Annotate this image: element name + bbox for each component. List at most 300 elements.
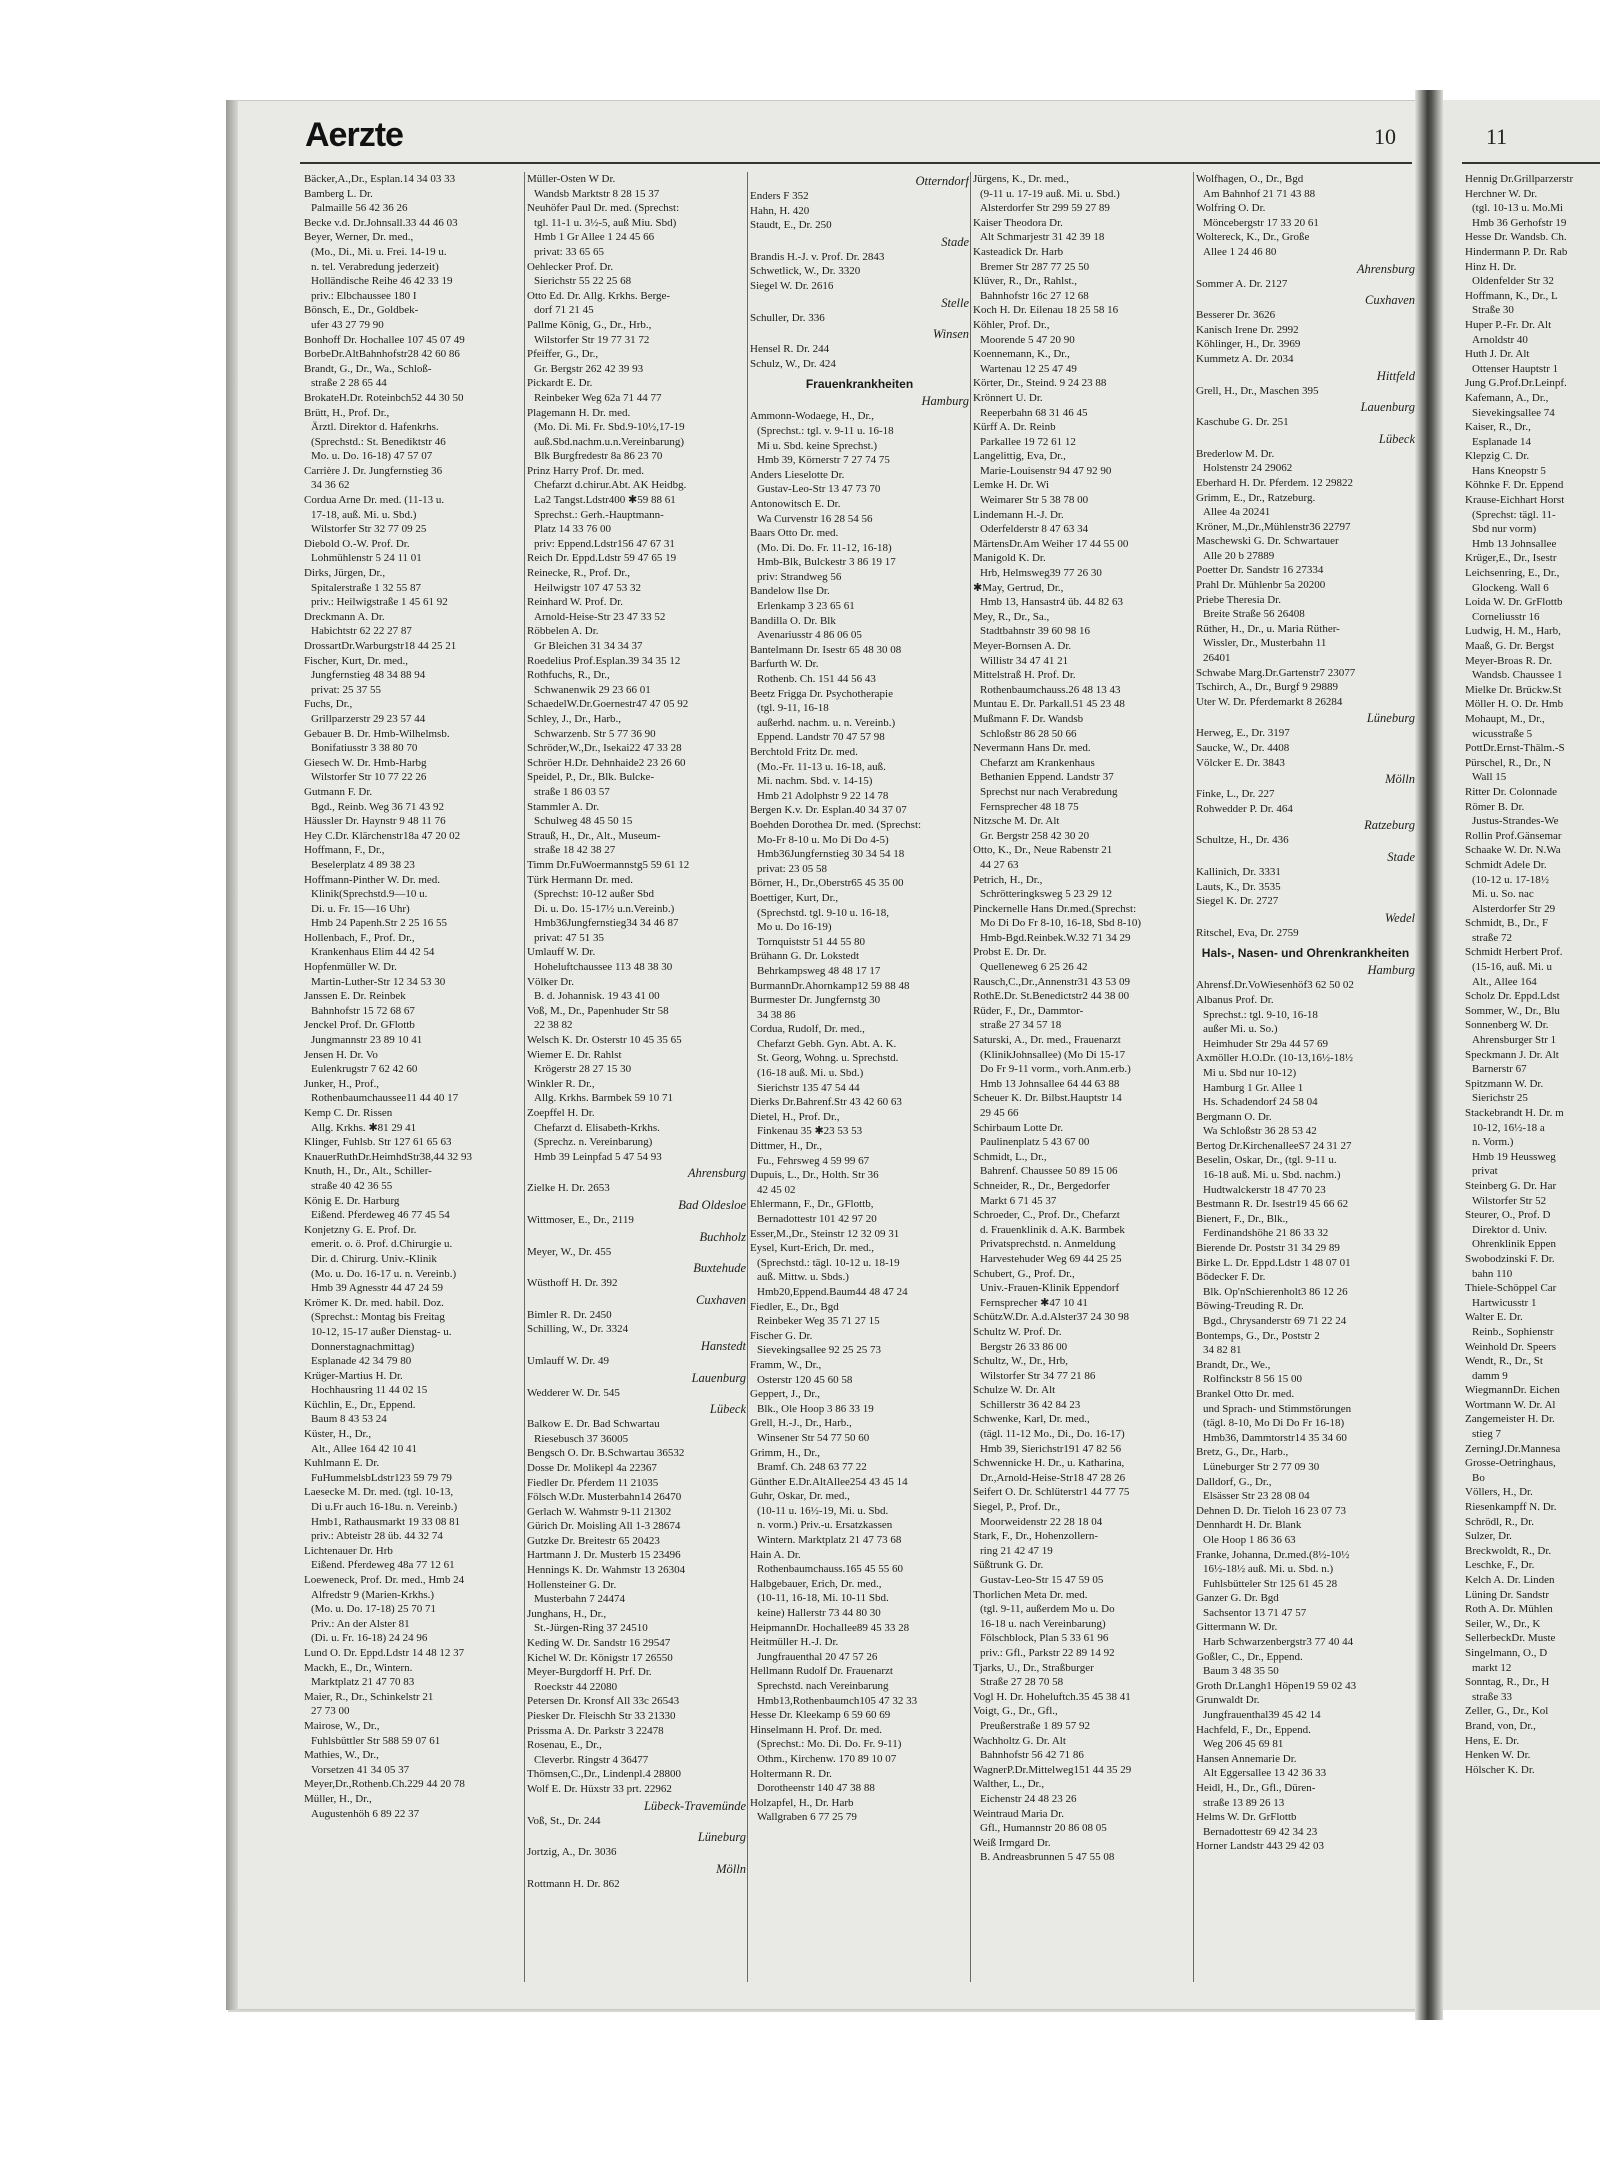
entry-line: Meyer-Burgdorff H. Prf. Dr. (527, 1666, 652, 1679)
directory-entry (1196, 1299, 1415, 1328)
directory-entry (750, 1300, 969, 1329)
entry-line: (Sprechst.: Mo. Di. Do. Fr. 9-11) (757, 1738, 902, 1751)
entry-line: Siegel K. Dr. 2727 (1196, 895, 1279, 908)
directory-entry (304, 362, 523, 391)
entry-line: Kafemann, A., Dr., (1465, 391, 1549, 404)
entry-line: Thömsen,C.,Dr., Lindenpl.4 28800 (527, 1768, 681, 1781)
entry-line: Keding W. Dr. Sandstr 16 29547 (527, 1637, 671, 1650)
directory-entry (527, 1354, 746, 1369)
entry-line: Völker Dr. (527, 975, 575, 988)
entry-line: Harvestehuder Weg 69 44 25 25 (980, 1252, 1122, 1265)
city-heading: Winsen (932, 327, 969, 342)
directory-entry (304, 610, 523, 639)
entry-line: Meyer-Bornsen A. Dr. (973, 640, 1072, 652)
directory-entry (1465, 449, 1600, 478)
directory-entry (1465, 712, 1600, 741)
entry-line: Muntau E. Dr. Parkall.51 45 23 48 (973, 698, 1125, 711)
entry-line: Roeckstr 44 22080 (534, 1680, 618, 1693)
entry-line: Hinz H. Dr. (1465, 260, 1517, 273)
entry-line: Allee 4a 20241 (1203, 506, 1271, 519)
entry-line: Börner, H., Dr.,Oberstr65 45 35 00 (750, 877, 904, 890)
entry-line: Oldenfelder Str 32 (1472, 275, 1554, 288)
city-heading: Hanstedt (700, 1338, 746, 1353)
entry-line: Krögerstr 28 27 15 30 (534, 1063, 632, 1076)
entry-line: Cordua Arne Dr. med. (11-13 u. (304, 494, 445, 507)
directory-entry (750, 657, 969, 686)
directory-entry (973, 1150, 1192, 1179)
entry-line: Nitzsche M. Dr. Alt (973, 815, 1060, 828)
directory-entry (1465, 785, 1600, 800)
entry-line: Schulweg 48 45 50 15 (534, 815, 633, 828)
directory-entry (1196, 1256, 1415, 1271)
entry-line: Gutzke Dr. Breitestr 65 20423 (527, 1534, 660, 1547)
directory-column-5 (1196, 172, 1415, 1982)
directory-entry (1465, 289, 1600, 318)
entry-line: Dosse Dr. Molikepl 4a 22367 (527, 1461, 657, 1474)
entry-line: Hartwicusstr 1 (1472, 1296, 1537, 1309)
entry-line: Sprechst.: tgl. 9-10, 16-18 (1203, 1008, 1318, 1021)
directory-entry (527, 1534, 746, 1549)
directory-entry (304, 1485, 523, 1543)
entry-line: Antonowitsch E. Dr. (750, 497, 841, 510)
entry-line: Mo u. Do 16-19) (757, 921, 832, 934)
entry-line: Wilstorfer Str 10 77 22 26 (311, 771, 427, 784)
entry-line: Sprechst.: Gerh.-Hauptmann- (534, 508, 664, 521)
entry-line: und Sprach- und Stimmstörungen (1203, 1402, 1352, 1415)
entry-line: Arnoldstr 40 (1472, 333, 1528, 346)
entry-line: St.-Jürgen-Ring 37 24510 (534, 1622, 648, 1635)
directory-entry (973, 1208, 1192, 1266)
entry-line: Hrb, Helmsweg39 77 26 30 (980, 567, 1102, 580)
entry-line: Albanus Prof. Dr. (1196, 993, 1274, 1006)
directory-entry (750, 1723, 969, 1767)
entry-line: Schley, J., Dr., Harb., (527, 712, 621, 725)
directory-entry (527, 1709, 746, 1724)
entry-line: Otto Ed. Dr. Allg. Krkhs. Berge- (527, 289, 671, 302)
directory-entry (750, 979, 969, 994)
city-heading: Ratzeburg (1364, 818, 1415, 833)
city-heading: Ahrensburg (687, 1166, 746, 1181)
entry-line: Stadtbahnstr 39 60 98 16 (980, 625, 1090, 638)
entry-line: Weiß Irmgard Dr. (973, 1836, 1051, 1849)
directory-entry (1196, 491, 1415, 520)
entry-line: (Di. u. Fr. 16-18) 24 24 96 (311, 1632, 428, 1645)
city-heading: Stelle (941, 295, 969, 310)
directory-entry (973, 697, 1192, 712)
entry-line: Ritter Dr. Colonnade (1465, 785, 1557, 798)
entry-line: Hmb1, Rathausmarkt 19 33 08 81 (311, 1515, 461, 1528)
entry-line: markt 12 (1472, 1661, 1512, 1674)
entry-line: Günther E.Dr.AltAllee254 43 45 14 (750, 1475, 908, 1488)
entry-line: Zangemeister H. Dr. (1465, 1413, 1555, 1426)
entry-line: HeipmannDr. Hochallee89 45 33 28 (750, 1621, 910, 1634)
entry-line: Sprechstd. nach Vereinbarung (757, 1680, 889, 1692)
directory-entry (1196, 1504, 1415, 1519)
entry-line: Kaiser, R., Dr., (1465, 421, 1531, 434)
entry-line: Bödecker F. Dr. (1196, 1271, 1266, 1284)
directory-entry (527, 347, 746, 376)
entry-line: Sierichstr 25 (1472, 1092, 1528, 1105)
entry-line: Gittermann W. Dr. (1196, 1621, 1278, 1634)
entry-line: Grimm, E., Dr., Ratzeburg. (1196, 491, 1316, 504)
directory-entry (750, 803, 969, 818)
directory-entry (304, 727, 523, 756)
column-divider (747, 172, 748, 1982)
entry-line: n. Vorm.) (1472, 1136, 1514, 1149)
entry-line: Vorsetzen 41 34 05 37 (311, 1763, 410, 1776)
directory-entry (1196, 520, 1415, 535)
directory-entry (527, 1519, 746, 1534)
entry-line: Reinecke, R., Prof. Dr., (527, 567, 630, 580)
entry-line: Harb Schwarzenbergstr3 77 40 44 (1203, 1636, 1354, 1649)
directory-entry (1465, 1456, 1600, 1485)
city-heading: Hittfeld (1376, 368, 1415, 383)
entry-line: Fiedler, E., Dr., Bgd (750, 1300, 839, 1313)
entry-line: (10-11, 16-18, Mi. 10-11 Sbd. (757, 1592, 889, 1605)
entry-line: Voß, M., Dr., Papenhuder Str 58 (527, 1004, 669, 1017)
directory-entry (973, 508, 1192, 537)
entry-line: Markt 6 71 45 37 (980, 1194, 1057, 1207)
entry-line: Wall 15 (1472, 771, 1507, 784)
city-heading: Mölln (716, 1861, 746, 1876)
directory-entry (527, 464, 746, 552)
entry-line: Eulenkrugstr 7 62 42 60 (311, 1063, 418, 1076)
entry-line: Othm., Kirchenw. 170 89 10 07 (757, 1752, 897, 1765)
directory-entry (750, 1241, 969, 1299)
directory-entry (973, 712, 1192, 741)
directory-entry (1465, 683, 1600, 698)
directory-entry (973, 449, 1192, 478)
entry-line: Reinbeker Weg 35 71 27 15 (757, 1315, 880, 1328)
entry-line: Meyer-Broas R. Dr. (1465, 654, 1553, 667)
entry-line: Kürff A. Dr. Reinb (973, 421, 1056, 434)
entry-line: Winkler R. Dr., (527, 1077, 595, 1090)
entry-line: Chefarzt d.chirur.Abt. AK Heidbg. (534, 479, 687, 492)
entry-line: Rolfinckstr 8 56 15 00 (1203, 1373, 1302, 1386)
directory-entry (527, 624, 746, 653)
entry-line: Gustav-Leo-Str 13 47 73 70 (757, 483, 881, 496)
directory-entry (973, 1704, 1192, 1733)
column-divider (970, 172, 971, 1982)
entry-line: Corneliusstr 16 (1472, 610, 1540, 623)
entry-line: Hain A. Dr. (750, 1548, 801, 1561)
directory-entry (750, 1489, 969, 1547)
directory-entry (750, 218, 969, 233)
entry-line: Priv.: An der Alster 81 (311, 1617, 410, 1630)
entry-line: Cleverbr. Ringstr 4 36477 (534, 1753, 649, 1766)
entry-line: Augustenhöh 6 89 22 37 (311, 1807, 420, 1820)
entry-line: Moorende 5 47 20 90 (980, 333, 1075, 346)
entry-line: Mittelstraß H. Prof. Dr. (973, 669, 1076, 682)
entry-line: Bahnhofstr 15 72 68 67 (311, 1004, 415, 1017)
entry-line: Bönsch, E., Dr., Goldbek- (304, 304, 419, 317)
entry-line: Berchtold Fritz Dr. med. (750, 746, 858, 758)
entry-line: Krüger-Martius H. Dr. (304, 1369, 403, 1382)
directory-entry (304, 347, 523, 362)
next-page-number: 11 (1486, 124, 1508, 149)
entry-line: Rothfuchs, R., Dr., (527, 669, 610, 682)
entry-line: Sommer A. Dr. 2127 (1196, 277, 1288, 290)
directory-entry (973, 741, 1192, 814)
entry-line: Bantelmann Dr. Isestr 65 48 30 08 (750, 643, 902, 656)
entry-line: (Sprechz. n. Vereinbarung) (534, 1136, 653, 1149)
entry-line: Balkow E. Dr. Bad Schwartau (527, 1418, 660, 1431)
entry-line: Umlauff W. Dr. 49 (527, 1354, 609, 1367)
directory-entry (304, 1748, 523, 1777)
entry-line: Schulze W. Dr. Alt (973, 1384, 1056, 1397)
entry-line: Rothenbaumchauss.26 48 13 43 (980, 683, 1121, 696)
directory-entry (527, 1845, 746, 1860)
book-gutter (1415, 90, 1443, 2020)
entry-line: Körter, Dr., Steind. 9 24 23 88 (973, 377, 1107, 390)
directory-entry (973, 245, 1192, 274)
entry-line: Römer B. Dr. (1465, 800, 1525, 813)
entry-line: Leschke, F., Dr. (1465, 1559, 1535, 1572)
entry-line: Koch H. Dr. Eilenau 18 25 58 16 (973, 304, 1119, 317)
entry-line: Wiemer E. Dr. Rahlst (527, 1048, 622, 1061)
entry-line: Baars Otto Dr. med. (750, 527, 839, 540)
entry-line: Blk., Ole Hoop 3 86 33 19 (757, 1402, 874, 1415)
directory-entry (973, 1354, 1192, 1383)
directory-entry (973, 639, 1192, 668)
entry-line: Wa Curvenstr 16 28 54 56 (757, 512, 873, 525)
entry-line: Ottenser Hauptstr 1 (1472, 362, 1559, 375)
directory-entry (1196, 1387, 1415, 1445)
entry-line: Gfl., Humannstr 20 86 08 05 (980, 1822, 1107, 1835)
entry-line: Holtermann R. Dr. (750, 1767, 832, 1780)
entry-line: Schmidt, L., Dr., (973, 1150, 1047, 1163)
directory-entry (1465, 1734, 1600, 1749)
directory-entry (527, 551, 746, 566)
entry-line: Musterbahn 7 24474 (534, 1593, 626, 1606)
entry-line: Seifert O. Dr. Schlüterstr1 44 77 75 (973, 1486, 1130, 1499)
directory-entry (1465, 347, 1600, 376)
entry-line: Nevermann Hans Dr. med. (973, 742, 1091, 755)
directory-entry (973, 420, 1192, 449)
entry-line: Huper P.-Fr. Dr. Alt (1465, 318, 1552, 331)
entry-line: Barfurth W. Dr. (750, 658, 819, 671)
directory-entry (1465, 187, 1600, 231)
directory-column-next-page (1465, 172, 1600, 1982)
entry-line: Wissler, Dr., Musterbahn 11 (1203, 637, 1327, 650)
directory-entry (1465, 1573, 1600, 1588)
entry-line: Sprechst nur nach Verabredung (980, 785, 1118, 798)
directory-entry (973, 1004, 1192, 1033)
entry-line: Türk Hermann Dr. med. (527, 873, 633, 886)
directory-entry (1465, 1442, 1600, 1457)
entry-line: Hellmann Rudolf Dr. Frauenarzt (750, 1665, 893, 1678)
directory-entry (1465, 916, 1600, 945)
entry-line: Speckmann J. Dr. Alt (1465, 1048, 1559, 1061)
directory-entry (750, 1548, 969, 1577)
entry-line: Reinhard W. Prof. Dr. (527, 596, 623, 609)
directory-entry (527, 1814, 746, 1829)
entry-line: Framm, W., Dr., (750, 1358, 822, 1371)
entry-line: Schwennicke H. Dr., u. Katharina, (973, 1457, 1125, 1470)
entry-line: Bremer Str 287 77 25 50 (980, 260, 1090, 273)
directory-entry (750, 584, 969, 613)
entry-line: Ganzer G. Dr. Bgd (1196, 1592, 1279, 1605)
directory-entry (1196, 1197, 1415, 1212)
entry-line: Kaiser Theodora Dr. (973, 216, 1063, 229)
directory-entry (304, 989, 523, 1018)
entry-line: Chefarzt d. Elisabeth-Krkhs. (534, 1121, 660, 1134)
entry-line: Priebe Theresia Dr. (1196, 593, 1282, 606)
entry-line: Krönnert U. Dr. (973, 391, 1043, 404)
directory-entry (1465, 1004, 1600, 1019)
entry-line: Diebold O.-W. Prof. Dr. (304, 537, 410, 550)
entry-line: Guhr, Oskar, Dr. med., (750, 1490, 850, 1503)
directory-entry (527, 1476, 746, 1491)
entry-line: Alsterdorfer Str 29 (1472, 902, 1556, 915)
entry-line: Lauts, K., Dr. 3535 (1196, 880, 1281, 893)
entry-line: Hollensteiner G. Dr. (527, 1578, 617, 1591)
entry-line: 29 45 66 (980, 1107, 1019, 1119)
entry-line: Behrkampsweg 48 48 17 17 (757, 964, 881, 977)
entry-line: Franke, Johanna, Dr.med.(8½-10½ (1196, 1548, 1350, 1561)
directory-entry (527, 1446, 746, 1461)
entry-line: Chefarzt am Krankenhaus (980, 756, 1095, 769)
directory-entry (973, 668, 1192, 697)
directory-entry (1196, 1475, 1415, 1504)
directory-entry (1465, 1281, 1600, 1310)
directory-entry (750, 745, 969, 803)
directory-entry (1465, 858, 1600, 916)
directory-entry (750, 818, 969, 876)
entry-line: Sierichstr 135 47 54 44 (757, 1081, 860, 1094)
entry-line: Krüger,E., Dr., Isestr (1465, 552, 1557, 565)
directory-entry (1196, 1329, 1415, 1358)
column-divider (524, 172, 525, 1982)
entry-line: Siegel W. Dr. 2616 (750, 279, 834, 292)
entry-line: Schwenke, Karl, Dr. med., (973, 1413, 1090, 1426)
entry-line: Barnerstr 67 (1472, 1063, 1527, 1076)
directory-entry (973, 1588, 1192, 1661)
entry-line: Piesker Dr. Fleischh Str 33 21330 (527, 1710, 676, 1722)
directory-entry (973, 989, 1192, 1004)
directory-entry (1196, 172, 1415, 201)
directory-entry (1196, 978, 1415, 993)
entry-line: Hölscher K. Dr. (1465, 1763, 1535, 1776)
entry-line: Bergen K.v. Dr. Esplan.40 34 37 07 (750, 804, 907, 817)
entry-line: Krömer K. Dr. med. habil. Doz. (304, 1296, 444, 1309)
directory-entry (1196, 1693, 1415, 1722)
entry-line: Swobodzinski F. Dr. (1465, 1252, 1555, 1265)
directory-entry (527, 1417, 746, 1446)
entry-line: Walter E. Dr. (1465, 1311, 1523, 1324)
entry-line: Zielke H. Dr. 2653 (527, 1182, 610, 1195)
entry-line: Müller-Osten W Dr. (527, 173, 616, 185)
entry-line: Petrich, H., Dr., (973, 873, 1043, 886)
entry-line: Lohmühlenstr 5 24 11 01 (311, 552, 422, 565)
entry-line: Schröder,W.,Dr., Isekai22 47 33 28 (527, 742, 682, 755)
entry-line: Schillerstr 36 42 84 23 (980, 1398, 1081, 1411)
directory-entry (1465, 1383, 1600, 1398)
directory-entry (1196, 1650, 1415, 1679)
entry-line: Privatsprechstd. n. Anmeldung (980, 1238, 1116, 1251)
entry-line: Rausch,C.,Dr.,Annenstr31 43 53 09 (973, 975, 1131, 988)
directory-entry (1196, 1139, 1415, 1154)
directory-entry (973, 1033, 1192, 1091)
entry-line: Habichtstr 62 22 27 87 (311, 625, 412, 638)
entry-line: Hamburg 1 Gr. Allee 1 (1203, 1081, 1304, 1094)
directory-entry (1465, 1048, 1600, 1077)
directory-entry (1196, 277, 1415, 292)
entry-line: (Sprechst: tägl. 11- (1472, 508, 1556, 521)
entry-line: RothE.Dr. St.Benedictstr2 44 38 00 (973, 990, 1130, 1003)
entry-line: Oderfelderstr 8 47 63 34 (980, 523, 1089, 536)
entry-line: Straße 30 (1472, 304, 1514, 317)
entry-line: Klinger, Fuhlsb. Str 127 61 65 63 (304, 1136, 452, 1149)
entry-line: Jenckel Prof. Dr. GFlottb (304, 1019, 415, 1032)
directory-entry (1196, 1051, 1415, 1109)
directory-entry (973, 610, 1192, 639)
entry-line: Roedelius Prof.Esplan.39 34 35 12 (527, 654, 681, 667)
entry-line: Müller, H., Dr., (304, 1792, 372, 1805)
directory-entry (304, 1456, 523, 1485)
entry-line: Jortzig, A., Dr. 3036 (527, 1846, 617, 1859)
directory-entry (973, 1807, 1192, 1836)
entry-line: Fischer, Kurt, Dr. med., (304, 654, 409, 667)
directory-entry (1196, 1723, 1415, 1752)
directory-entry (1196, 726, 1415, 741)
entry-line: Mairose, W., Dr., (304, 1719, 380, 1732)
entry-line: Wandsb. Chaussee 1 (1472, 669, 1563, 682)
directory-entry (1196, 1241, 1415, 1256)
entry-line: Finkenau 35 ✱23 53 53 (757, 1125, 863, 1138)
entry-line: Fuchs, Dr., (304, 698, 353, 711)
directory-entry (304, 333, 523, 348)
entry-line: Alfredstr 9 (Marien-Krkhs.) (311, 1588, 435, 1601)
directory-entry (1465, 1704, 1600, 1719)
entry-line: Bergmann O. Dr. (1196, 1110, 1272, 1123)
entry-line: Poetter Dr. Sandstr 16 27334 (1196, 564, 1324, 577)
directory-entry (1196, 230, 1415, 259)
city-heading: Stade (1387, 849, 1415, 864)
directory-entry (1465, 391, 1600, 420)
entry-line: Wallgraben 6 77 25 79 (757, 1811, 857, 1824)
directory-entry (750, 250, 969, 265)
entry-line: Gürich Dr. Moisling All 1-3 28674 (527, 1520, 681, 1533)
entry-line: Enders F 352 (750, 190, 809, 202)
entry-line: Wolfhagen, O., Dr., Bgd (1196, 173, 1304, 185)
city-heading: Wedel (1384, 910, 1415, 925)
entry-line: Küster, H., Dr., (304, 1428, 372, 1441)
directory-entry (750, 1227, 969, 1242)
entry-line: Wolfring O. Dr. (1196, 202, 1266, 215)
directory-entry (1196, 384, 1415, 399)
entry-line: privat (1472, 1165, 1498, 1178)
entry-line: Sonntag, R., Dr., H (1465, 1676, 1550, 1689)
directory-entry (527, 1386, 746, 1401)
entry-line: priv.: Abteistr 28 üb. 44 32 74 (311, 1530, 443, 1543)
directory-entry (973, 902, 1192, 946)
directory-entry (1196, 894, 1415, 909)
entry-line: Fuhlsbütteler Str 125 61 45 28 (1203, 1577, 1338, 1590)
entry-line: Fuhlsbüttler Str 588 59 07 61 (311, 1734, 441, 1747)
directory-entry (304, 172, 523, 187)
directory-entry (527, 1004, 746, 1033)
entry-line: 34 38 86 (757, 1008, 796, 1021)
entry-line: Schubert, G., Prof. Dr., (973, 1267, 1075, 1280)
entry-line: Glockeng. Wall 6 (1472, 581, 1549, 594)
entry-line: Küchlin, E., Dr., Eppend. (304, 1398, 416, 1411)
entry-line: Blk. Op'nSchierenholt3 86 12 26 (1203, 1285, 1348, 1298)
directory-entry (527, 1181, 746, 1196)
city-heading: Cuxhaven (1365, 293, 1415, 308)
entry-line: 10-12, 16½-18 a (1472, 1121, 1545, 1134)
directory-entry (527, 1461, 746, 1476)
